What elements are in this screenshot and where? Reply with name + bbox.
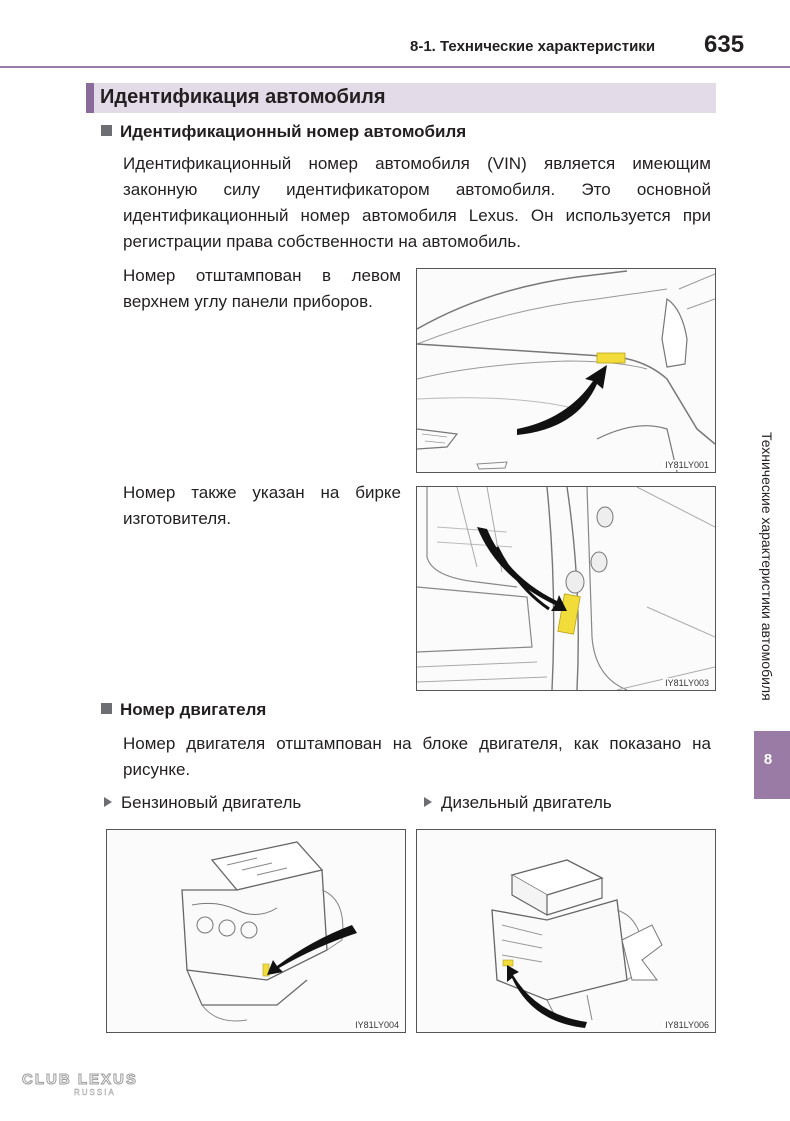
petrol-caption — [104, 793, 301, 813]
watermark-main: CLUB LEXUS — [22, 1071, 138, 1088]
section-title-bar — [86, 83, 94, 113]
vin-label-figure — [416, 486, 716, 691]
header-rule — [0, 66, 790, 68]
diesel-engine-figure — [416, 829, 716, 1033]
chapter-tab — [754, 731, 790, 799]
vin-heading-text: Идентификационный номер автомобиля — [120, 122, 467, 141]
diesel-engine-figure-code: IY81LY006 — [665, 1020, 709, 1030]
vin-dashboard-figure-code: IY81LY001 — [665, 460, 709, 470]
watermark-sub: RUSSIA — [74, 1088, 116, 1097]
vin-dashboard-note: Номер отштампован в левом верхнем углу панели приборов. — [123, 266, 401, 311]
square-bullet-icon — [101, 703, 112, 714]
petrol-engine-figure-code: IY81LY004 — [355, 1020, 399, 1030]
engine-heading-text: Номер двигателя — [120, 700, 267, 719]
header-section-title: 8-1. Технические характеристики — [410, 38, 656, 55]
section-title: Идентификация автомобиля — [100, 86, 386, 108]
triangle-bullet-icon — [104, 797, 112, 807]
vin-label-illustration — [417, 487, 715, 690]
diesel-caption — [424, 793, 612, 813]
engine-heading — [101, 700, 266, 720]
club-lexus-watermark — [22, 1071, 138, 1097]
square-bullet-icon — [101, 125, 112, 136]
vin-label-note: Номер также указан на бирке изготовителя. — [123, 483, 401, 528]
chapter-number: 8 — [763, 751, 773, 768]
vin-label-figure-code: IY81LY003 — [665, 678, 709, 688]
vin-heading — [101, 122, 466, 142]
petrol-caption-text: Бензиновый двигатель — [121, 793, 302, 812]
vin-dashboard-illustration — [417, 269, 715, 472]
side-tab-label: Технические характеристики автомобиля — [759, 431, 775, 701]
vin-intro: Идентификационный номер автомобиля (VIN) является имеющим законную силу идентификатором автомобиля. Это основной идентификационный номер автомобиля Lexus. Он используется при регистрации права собственности на автомобиль. — [123, 154, 711, 251]
triangle-bullet-icon — [424, 797, 432, 807]
diesel-caption-text: Дизельный двигатель — [441, 793, 612, 812]
vin-dashboard-figure — [416, 268, 716, 473]
petrol-engine-figure — [106, 829, 406, 1033]
petrol-engine-illustration — [107, 830, 405, 1032]
diesel-engine-illustration — [417, 830, 715, 1032]
page-number: 635 — [704, 31, 745, 58]
engine-intro: Номер двигателя отштампован на блоке двигателя, как показано на рисунке. — [123, 734, 711, 779]
